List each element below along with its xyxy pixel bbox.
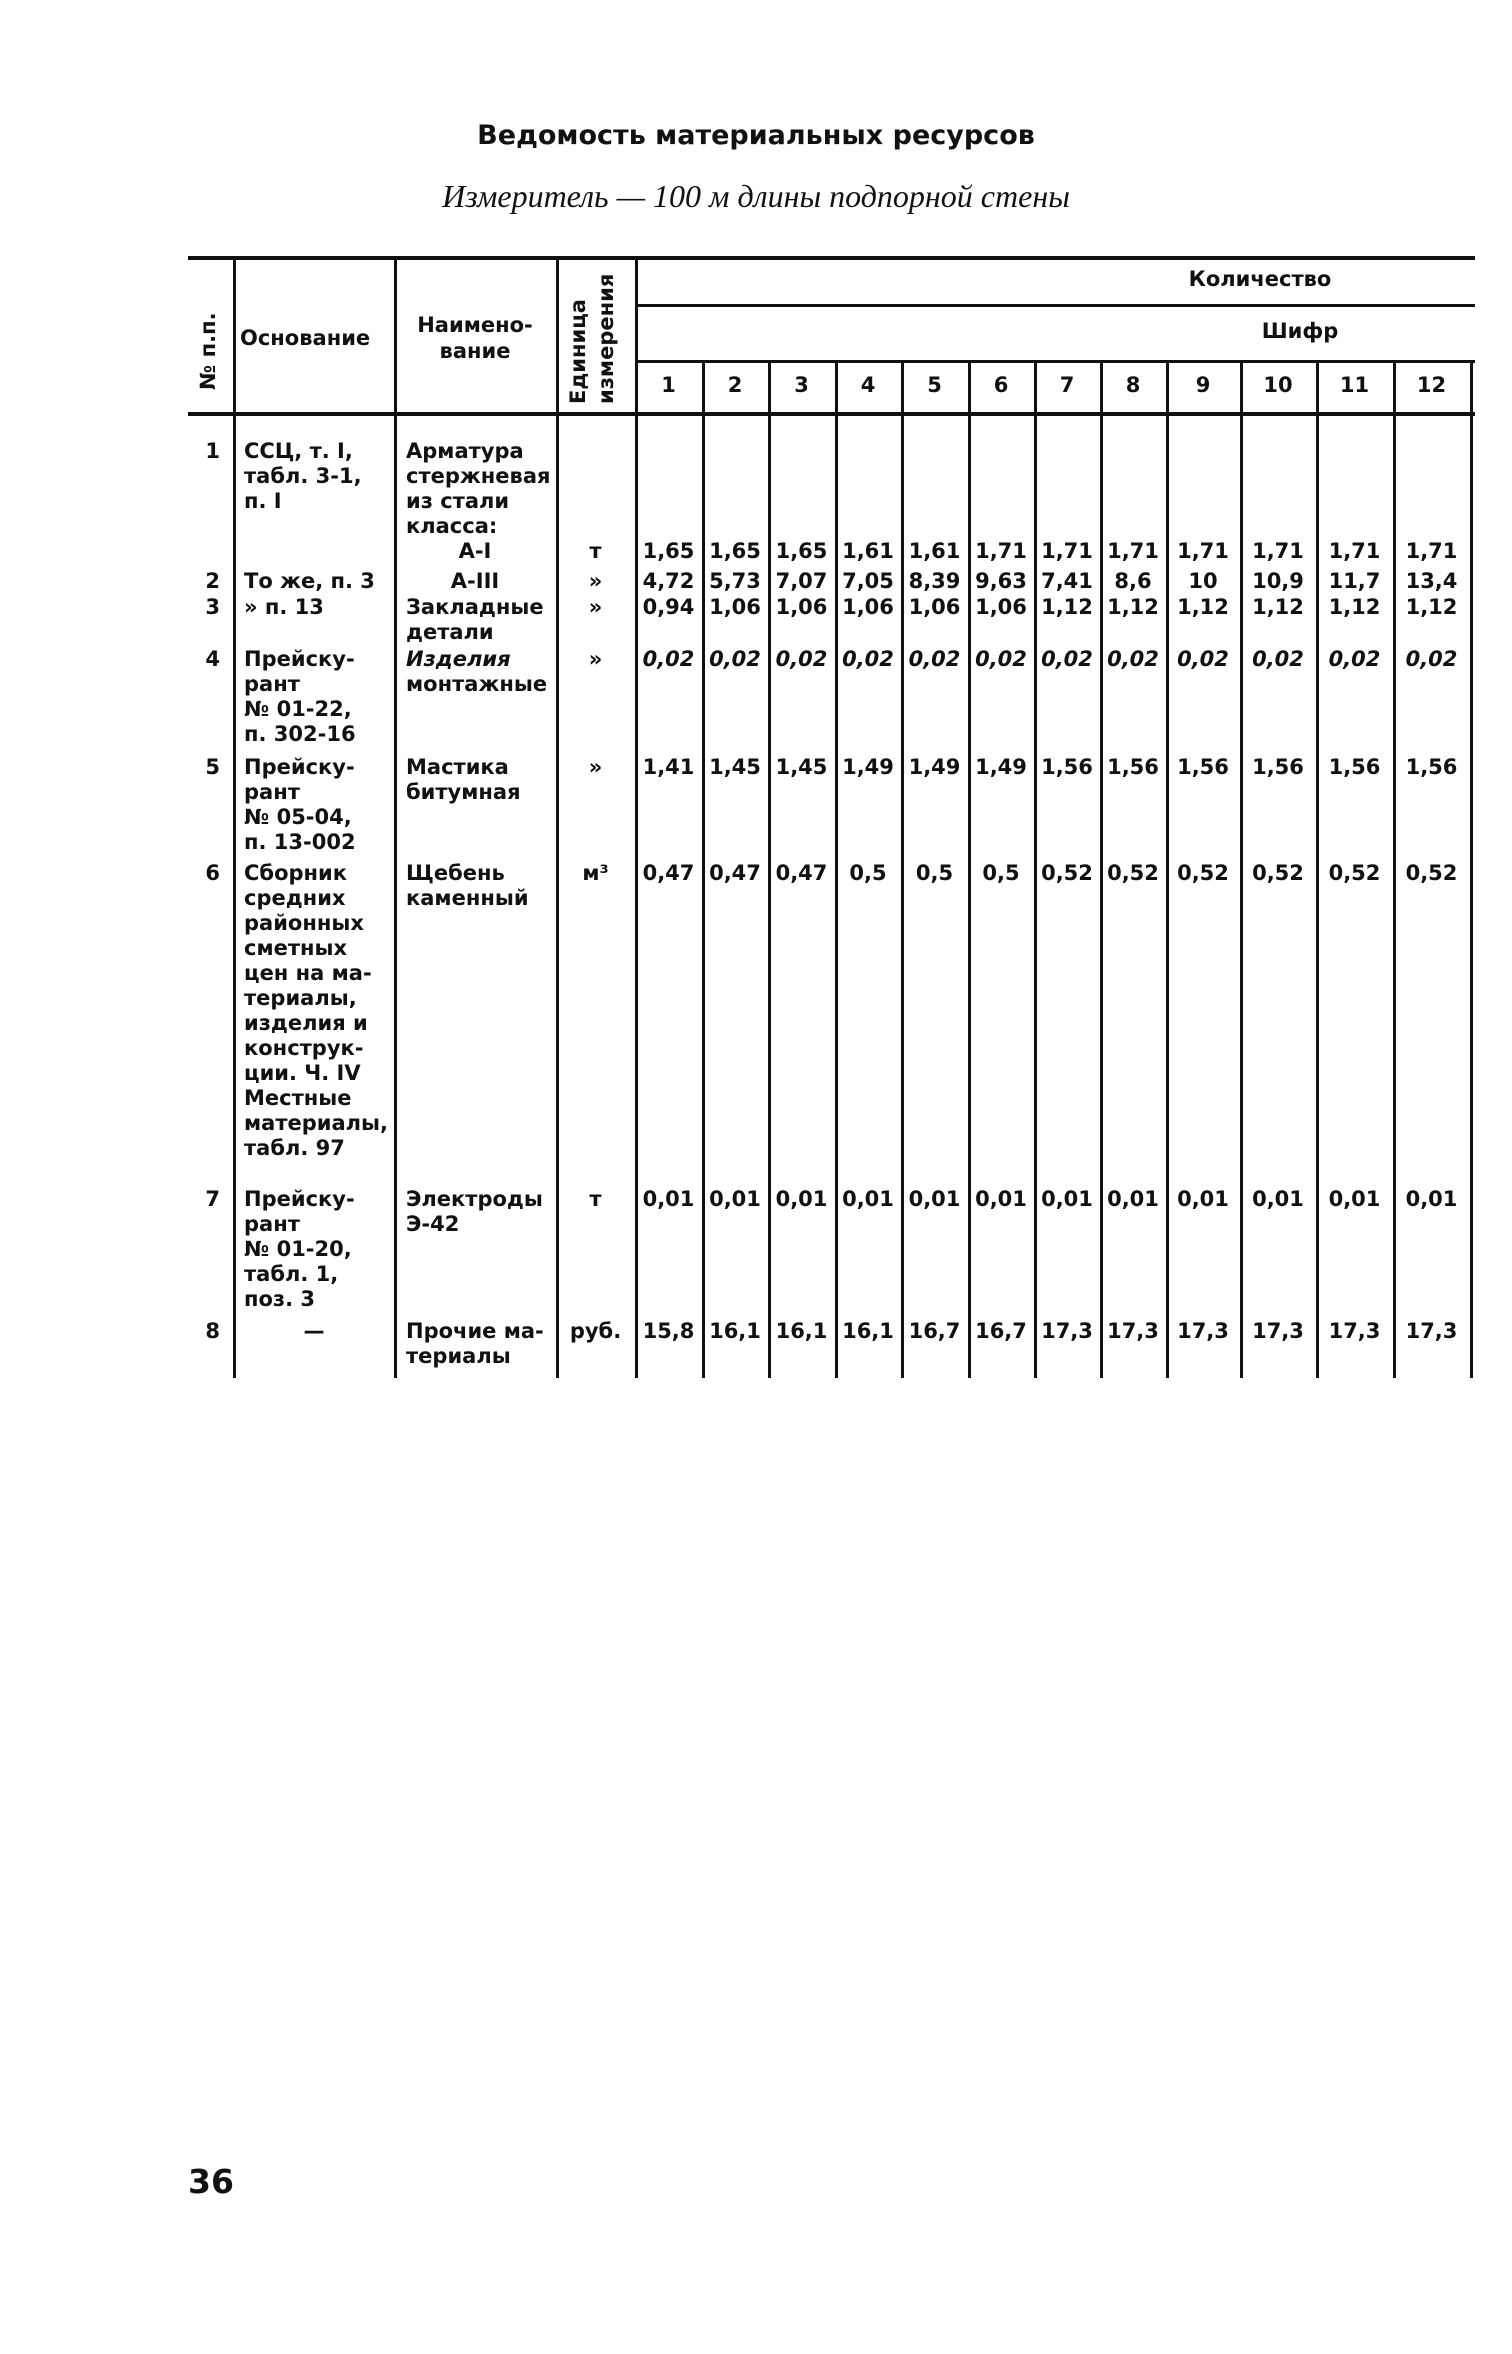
quantity-value: 0,02 [1177,647,1229,671]
row-name-line: Изделия [406,647,511,671]
code-rule [635,360,1475,363]
quantity-value: 10 [1188,569,1218,593]
quantity-value: 7,07 [775,569,828,593]
header-code-1: 1 [661,373,676,397]
quantity-value: 0,02 [1107,647,1159,671]
quantity-value: 0,47 [642,861,695,885]
row-name-line: Э-42 [406,1212,460,1236]
quantity-value: 16,7 [975,1319,1027,1343]
quantity-value: 0,02 [1252,647,1304,671]
quantity-value: 1,61 [908,539,961,563]
quantity-value: 0,01 [1107,1187,1159,1211]
quantity-value: 4,72 [642,569,695,593]
quantity-value: 17,3 [1405,1319,1458,1343]
quantity-value: 0,01 [1405,1187,1458,1211]
row-basis-line: районных [244,911,364,935]
row-name-line: каменный [406,886,529,910]
quantity-value: 1,41 [642,755,695,779]
row-name-line: Электроды [406,1187,543,1211]
row-basis-line: п. 302-16 [244,722,356,746]
row-basis-line: ции. Ч. IV [244,1061,361,1085]
row-basis-line: п. 13-002 [244,830,356,854]
quantity-value: 1,06 [908,595,961,619]
quantity-value: 0,01 [642,1187,695,1211]
row-basis-line: сметных [244,936,348,960]
header-code-12: 12 [1416,373,1447,397]
quantity-rule [635,304,1475,307]
quantity-value: 1,49 [908,755,961,779]
quantity-value: 1,06 [975,595,1027,619]
row-basis-line: — [303,1319,325,1343]
quantity-value: 0,52 [1177,861,1229,885]
row-basis-line: Прейску- [244,1187,355,1211]
row-name-line: Арматура [406,439,524,463]
row-unit: м³ [582,861,609,885]
quantity-value: 5,73 [709,569,761,593]
quantity-value: 0,02 [642,647,695,671]
quantity-value: 15,8 [642,1319,695,1343]
quantity-value: 0,5 [982,861,1020,885]
quantity-value: 1,06 [775,595,828,619]
row-basis-line: № 05-04, [244,805,352,829]
quantity-value: 1,12 [1041,595,1093,619]
row-basis-line: изделия и [244,1011,368,1035]
quantity-value: 1,71 [1177,539,1229,563]
row-basis-line: рант [244,1212,300,1236]
header-code-6: 6 [993,373,1009,397]
quantity-value: 0,02 [1405,647,1458,671]
header-code-9: 9 [1195,373,1211,397]
quantity-value: 16,7 [908,1319,961,1343]
document-title: Ведомость материальных ресурсов [477,120,1035,151]
quantity-value: 13,4 [1405,569,1458,593]
row-basis-line: Прейску- [244,647,355,671]
quantity-value: 1,71 [1252,539,1304,563]
quantity-value: 1,49 [842,755,894,779]
quantity-value: 0,02 [908,647,961,671]
page-number: 36 [188,2162,234,2201]
row-name-line: стержневая [406,464,551,488]
row-basis-line: табл. 1, [244,1262,339,1286]
header-code-10: 10 [1263,373,1293,397]
quantity-value: 0,02 [1328,647,1381,671]
quantity-value: 1,56 [1405,755,1458,779]
header-code-8: 8 [1125,373,1141,397]
row-basis-line: № 01-22, [244,697,352,721]
row-basis-line: Сборник [244,861,348,885]
header-code-5: 5 [927,373,942,397]
quantity-value: 1,56 [1041,755,1093,779]
row-name-line: битумная [406,780,521,804]
quantity-value: 9,63 [975,569,1027,593]
row-basis-line: табл. 97 [244,1136,345,1160]
header-code-3: 3 [794,373,809,397]
quantity-value: 0,52 [1107,861,1159,885]
quantity-value: 1,56 [1328,755,1381,779]
row-num: 2 [205,569,220,593]
row-num: 4 [205,647,220,671]
quantity-value: 0,01 [1252,1187,1304,1211]
row-name-line: териалы [406,1344,511,1368]
quantity-value: 0,01 [975,1187,1027,1211]
row-basis-line: конструк- [244,1036,364,1060]
quantity-value: 0,01 [1177,1187,1229,1211]
quantity-value: 1,06 [842,595,894,619]
row-basis-line: поз. 3 [244,1287,316,1311]
row-basis-line: Прейску- [244,755,355,779]
quantity-value: 0,01 [842,1187,894,1211]
quantity-value: 0,52 [1328,861,1381,885]
row-name-line: монтажные [406,672,548,696]
row-num: 8 [205,1319,220,1343]
row-basis-line: Местные [244,1086,352,1110]
quantity-value: 1,12 [1405,595,1458,619]
header-name-line1: Наимено- [417,313,533,337]
header-basis: Основание [240,326,371,350]
row-unit: » [588,647,603,671]
quantity-value: 0,52 [1041,861,1093,885]
quantity-value: 17,3 [1107,1319,1159,1343]
quantity-value: 1,56 [1252,755,1304,779]
quantity-value: 8,39 [908,569,961,593]
header-quantity: Количество [1188,267,1332,291]
row-basis-line: рант [244,780,300,804]
row-name-line: класса: [406,514,498,538]
quantity-value: 1,65 [642,539,695,563]
quantity-value: 10,9 [1252,569,1304,593]
row-name-line: Мастика [406,755,509,779]
quantity-value: 1,65 [775,539,828,563]
quantity-value: 1,61 [842,539,894,563]
quantity-value: 0,47 [709,861,761,885]
header-code-4: 4 [860,373,876,397]
quantity-value: 7,41 [1041,569,1093,593]
quantity-value: 11,7 [1328,569,1381,593]
row-name-line: Закладные [406,595,544,619]
row-unit: т [589,539,602,563]
row-basis-line: средних [244,886,346,910]
row-basis-line: цен на ма- [244,961,372,985]
row-basis-line: териалы, [244,986,357,1010]
quantity-value: 7,05 [842,569,894,593]
header-code: Шифр [1261,319,1339,343]
header-unit-line1: Единица [566,299,590,404]
col-rule-code-12 [1470,360,1473,1378]
quantity-value: 0,02 [842,647,894,671]
header-code-11: 11 [1339,373,1370,397]
row-num: 7 [205,1187,220,1211]
row-basis-line: ССЦ, т. I, [244,439,353,463]
row-unit: » [588,569,603,593]
row-unit: руб. [569,1319,622,1343]
quantity-value: 17,3 [1177,1319,1229,1343]
row-basis-line: № 01-20, [244,1237,352,1261]
row-num: 3 [205,595,220,619]
quantity-value: 1,71 [1107,539,1159,563]
quantity-value: 1,45 [709,755,761,779]
row-name-line: А-III [450,569,500,593]
header-name-line2: вание [439,339,511,363]
header-code-7: 7 [1059,373,1075,397]
quantity-value: 17,3 [1041,1319,1093,1343]
quantity-value: 0,01 [1328,1187,1381,1211]
quantity-value: 1,12 [1328,595,1381,619]
quantity-value: 16,1 [842,1319,894,1343]
quantity-value: 0,47 [775,861,828,885]
quantity-value: 1,12 [1252,595,1304,619]
quantity-value: 0,02 [975,647,1027,671]
row-unit: » [588,755,603,779]
quantity-value: 1,56 [1107,755,1159,779]
row-basis-line: п. I [244,489,282,513]
quantity-value: 1,65 [709,539,761,563]
quantity-value: 1,12 [1107,595,1159,619]
table-top-rule [188,256,1475,260]
quantity-value: 17,3 [1328,1319,1381,1343]
quantity-value: 8,6 [1114,569,1152,593]
row-unit: т [589,1187,602,1211]
header-bottom-rule [188,412,1475,416]
quantity-value: 16,1 [709,1319,761,1343]
row-num: 1 [205,439,220,463]
row-basis-line: материалы, [244,1111,389,1135]
quantity-value: 1,71 [1041,539,1093,563]
quantity-value: 16,1 [775,1319,828,1343]
row-name-line: детали [406,620,494,644]
row-name-line: Прочие ма- [406,1319,544,1343]
quantity-value: 1,71 [975,539,1027,563]
quantity-value: 0,01 [775,1187,828,1211]
row-num: 6 [205,861,220,885]
quantity-value: 0,01 [1041,1187,1093,1211]
quantity-value: 0,01 [908,1187,961,1211]
col-rule-num [233,256,236,1378]
row-basis-line: » п. 13 [244,595,324,619]
quantity-value: 1,56 [1177,755,1229,779]
quantity-value: 1,06 [709,595,761,619]
quantity-value: 0,02 [709,647,761,671]
quantity-value: 1,71 [1405,539,1458,563]
row-basis-line: рант [244,672,300,696]
quantity-value: 1,12 [1177,595,1229,619]
row-unit: » [588,595,603,619]
row-name-line: из стали [406,489,510,513]
row-name-line: Щебень [406,861,505,885]
quantity-value: 1,49 [975,755,1027,779]
quantity-value: 0,01 [709,1187,761,1211]
row-basis-line: То же, п. 3 [244,569,375,593]
row-basis-line: табл. 3-1, [244,464,362,488]
header-code-2: 2 [727,373,743,397]
quantity-value: 0,02 [1041,647,1093,671]
quantity-value: 0,5 [915,861,954,885]
header-num: № п.п. [196,312,220,390]
document-subtitle: Измеритель — 100 м длины подпорной стены [442,178,1070,214]
quantity-value: 17,3 [1252,1319,1304,1343]
row-num: 5 [205,755,220,779]
row-name-line: А-I [458,539,492,563]
header-unit-line2: измерения [594,273,618,404]
quantity-value: 0,94 [642,595,695,619]
quantity-value: 0,02 [775,647,828,671]
quantity-value: 0,5 [849,861,887,885]
quantity-value: 0,52 [1252,861,1304,885]
quantity-value: 1,45 [775,755,828,779]
quantity-value: 1,71 [1328,539,1381,563]
col-rule-basis [394,256,397,1378]
quantity-value: 0,52 [1405,861,1458,885]
